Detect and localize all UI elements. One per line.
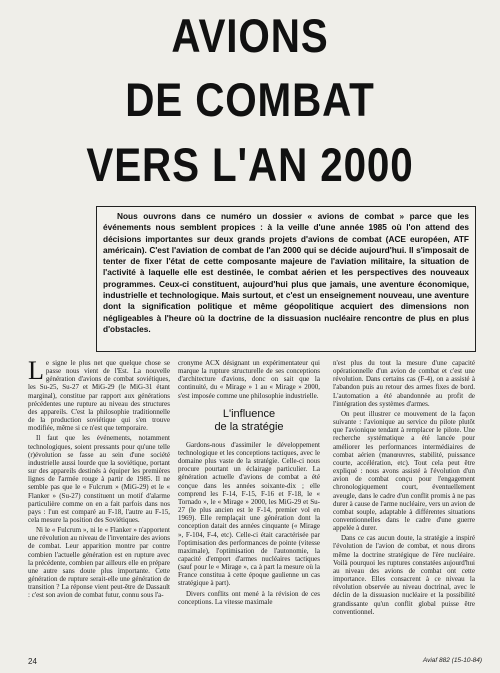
article-body [28,356,483,654]
paragraph: Le signe le plus net que quelque chose se passe nous vient de l'Est. La nouvelle génération d'avions de combat soviétiques, les Su-25, Su-27 et MiG-29 (le MiG-31 étant marginal), constitue par rapport aux générations précédentes une rupture au niveau des structures des appareils. C'est la philosophie traditionnelle de la production soviétique qui s'en trouve modifiée, même si ce n'est que temporaire. [28,356,170,433]
page-number: 24 [28,657,37,666]
headline-line-1: AVIONS [171,9,329,62]
paragraph: n'est plus du tout la mesure d'une capacité opérationnelle d'un avion de combat et c'est une révolution. Dans certains cas (F-4), on a assisté à l'abandon puis au retour des armes fixes de bord. L'automation a été abandonnée au profit de l'intégration des systèmes d'armes. [333,359,475,408]
headline-line-3: VERS L'AN 2000 [86,138,414,191]
paragraph: Gardons-nous d'assimiler le développement technologique et les conceptions tactiques, avec le domaine plus vaste de la stratégie. Celle-ci nous procure pourtant un éclairage particulier. La génération actuelle d'avions de combat a été conçue dans les années soixante-dix ; elle comprend les F-14, F-15, F-16 et F-18, le « Tornado », le « Mirage » 2000, les MiG-29 et Su-27 (le plus ancien est le F-14, premier vol en 1969). Elle remplaçait une génération dont la conception datait des années cinquante (« Mirage », F-104, F-4, etc). Celle-ci était caractérisée par l'optimisation des performances de pointe (vitesse maximale), l'optimisation de l'autonomie, la capacité d'emport d'armes nucléaires tactiques (sauf pour le « Mirage », ca à part la mesure où la France constitua à cette époque gaulienne un cas stratégique à part). [178,440,320,588]
column-1 [28,356,170,602]
paragraph: Dans ce cas aucun doute, la stratégie a inspiré l'évolution de l'avion de combat, et nous dirons même la doctrine stratégique de l'ère nucléaire. Voilà pourquoi les ruptures constatées aujourd'hui au niveau des avions de combat ont cette importance. Elles consacrent à ce niveau la révolution observée au niveau doctrinal, avec le déclin de la dissuasion nucléaire et la possibilité grandissante qu'un conflit global puisse être conventionnel. [333,534,475,616]
section-heading: L'influence de la stratégie [214,407,284,433]
paragraph: Il faut que les événements, notamment technologiques, soient pressants pour qu'une telle (r)évolution se fasse au sein d'une société industrielle aussi lourde que la soviétique, portant sur des appareils destinés à équiper les premières lignes de l'armée rouge à partir de 1985. Il ne semble pas que le « Fulcrum » (MiG-29) et le « Flanker » (Su-27) constituent un motif d'alarme particulière comme on en a fait parfois dans nos pays : l'un est comparé au F-18, l'autre au F-15, cela mesure la position des Soviétiques. [28,434,170,524]
headline-line-2: DE COMBAT [125,73,375,126]
paragraph: On peut illustrer ce mouvement de la façon suivante : l'avionique au service du pilote plutôt que l'avionique tendant à remplacer le pilote. Une recherche systématique a été lancée pour améliorer les performances intermédiaires de combat aérien (manœuvres, stabilité, puissance courte, accélération, etc). Tout cela peut être expliqué : nous avons assisté à l'évolution d'un avion de combat conçu pour l'engagement chronologiquement court, éventuellement aveugle, dans le cadre d'un conflit promis à ne pas durer à cause de l'arme nucléaire, vers un avion de combat souple, adaptable à différentes situations conventionnelles dans le cadre d'une guerre appelée à durer. [333,409,475,533]
intro-text: Nous ouvrons dans ce numéro un dossier « avions de combat » parce que les événements nous semblent propices : à la veille d'une année 1985 où l'on attend des décisions importantes sur deux grands projets d'avions de combat (ACE européen, ATF américain). C'est l'aviation de combat de l'an 2000 qui se décide aujourd'hui. Il s'imposait de tenter de fixer l'état de cette composante majeure de l'aviation militaire, la situation de l'activité à laquelle elle est destinée, le combat aérien et les perspectives des nouveaux programmes. Ceux-ci constituent, aujourd'hui plus que jamais, une aventure économique, industrielle et technologique. Mais surtout, et c'est un enseignement nouveau, une aventure dont la signification politique et même géopolitique acquiert des dimensions non négligeables à l'heure où la doctrine de la dissuasion nucléaire rencontre de plus en plus d'obstacles. [103,211,469,334]
paragraph: cronyme ACX désignant un expérimentateur qui marque la rupture structurelle de ses conceptions d'architecture d'avions, donc on sait que la continuité, du « Mirage » 1 au « Mirage » 2000, s'est imposée comme une philosophie industrielle. [178,359,320,400]
intro-box [96,206,476,352]
paragraph: Ni le « Fulcrum », ni le « Flanker » n'apportent une révolution au niveau de l'inventaire des avions de combat. Leur apparition montre par contre combien l'actuelle génération est en rupture avec la précédente, combien par ailleurs elle en prépare une autre sans doute plus importante. Cette génération de rupture serait-elle une génération de transition ? La réponse vient peut-être de Dassault : c'est son avion de combat futur, connu sous l'a- [28,526,170,600]
column-3 [333,359,475,618]
column-2 [178,359,320,608]
paragraph: Divers conflits ont mené à la révision de ces conceptions. La vitesse maximale [178,589,320,606]
issue-reference: Aviaf 882 (15-10-84) [422,657,482,664]
drop-cap: L [28,356,44,385]
